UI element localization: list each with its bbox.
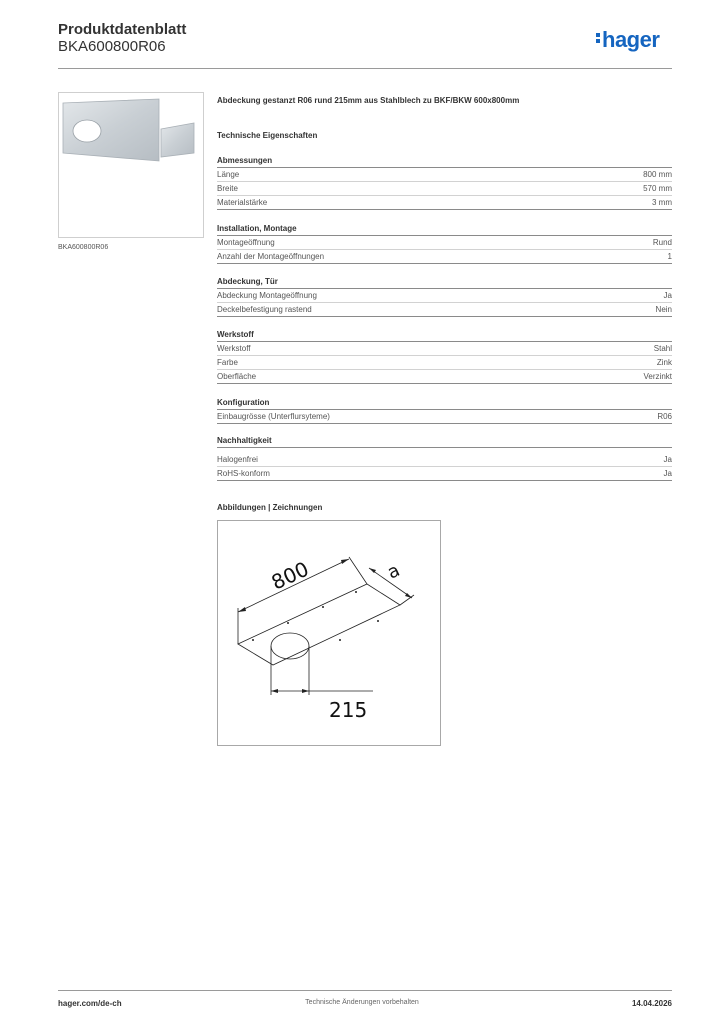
footer-date: 14.04.2026 (631, 999, 672, 1008)
section-title: Konfiguration (217, 398, 672, 410)
technical-drawing (217, 520, 441, 746)
header-divider (58, 68, 672, 69)
table-row: Halogenfrei Ja (217, 453, 672, 467)
hager-logo (596, 27, 659, 53)
section-cover-door (217, 277, 672, 317)
dimension-a-label: a (384, 559, 404, 584)
article-number: BKA600800R06 (58, 38, 166, 55)
section-title: Nachhaltigkeit (217, 436, 672, 448)
table-row: Einbaugrösse (Unterflursyteme) R06 (217, 410, 672, 424)
table-row: Breite 570 mm (217, 182, 672, 196)
product-description: Abdeckung gestanzt R06 rund 215mm aus Stahlblech zu BKF/BKW 600x800mm (217, 96, 520, 105)
section-dimensions (217, 156, 672, 210)
cover-plate-image (59, 93, 203, 237)
table-row: Werkstoff Stahl (217, 342, 672, 356)
footer-website-link[interactable]: hager.com/de-ch (58, 999, 122, 1008)
dimension-800-label: 800 (267, 556, 313, 595)
logo-dots-icon (596, 31, 601, 45)
table-row: Deckelbefestigung rastend Nein (217, 303, 672, 317)
document-title: Produktdatenblatt (58, 21, 187, 38)
table-row: Farbe Zink (217, 356, 672, 370)
product-thumbnail (58, 92, 204, 238)
dimension-drawing (218, 521, 440, 745)
footer-note: Technische Änderungen vorbehalten (305, 999, 419, 1006)
section-title: Abmessungen (217, 156, 672, 168)
section-configuration (217, 398, 672, 424)
table-row: RoHS-konform Ja (217, 467, 672, 481)
section-sustainability (217, 436, 672, 481)
logo-text: hager (602, 27, 660, 52)
table-row: Länge 800 mm (217, 168, 672, 182)
dimension-215-label: 215 (329, 698, 368, 722)
section-title: Werkstoff (217, 330, 672, 342)
table-row: Materialstärke 3 mm (217, 196, 672, 210)
table-row: Montageöffnung Rund (217, 236, 672, 250)
thumbnail-caption: BKA600800R06 (58, 244, 109, 251)
section-title: Installation, Montage (217, 224, 672, 236)
table-row: Anzahl der Montageöffnungen 1 (217, 250, 672, 264)
figures-heading: Abbildungen | Zeichnungen (217, 503, 323, 512)
table-row: Abdeckung Montageöffnung Ja (217, 289, 672, 303)
table-row: Oberfläche Verzinkt (217, 370, 672, 384)
footer-divider (58, 990, 672, 991)
technical-properties-heading: Technische Eigenschaften (217, 131, 318, 140)
section-material (217, 330, 672, 384)
section-title: Abdeckung, Tür (217, 277, 672, 289)
section-installation (217, 224, 672, 264)
